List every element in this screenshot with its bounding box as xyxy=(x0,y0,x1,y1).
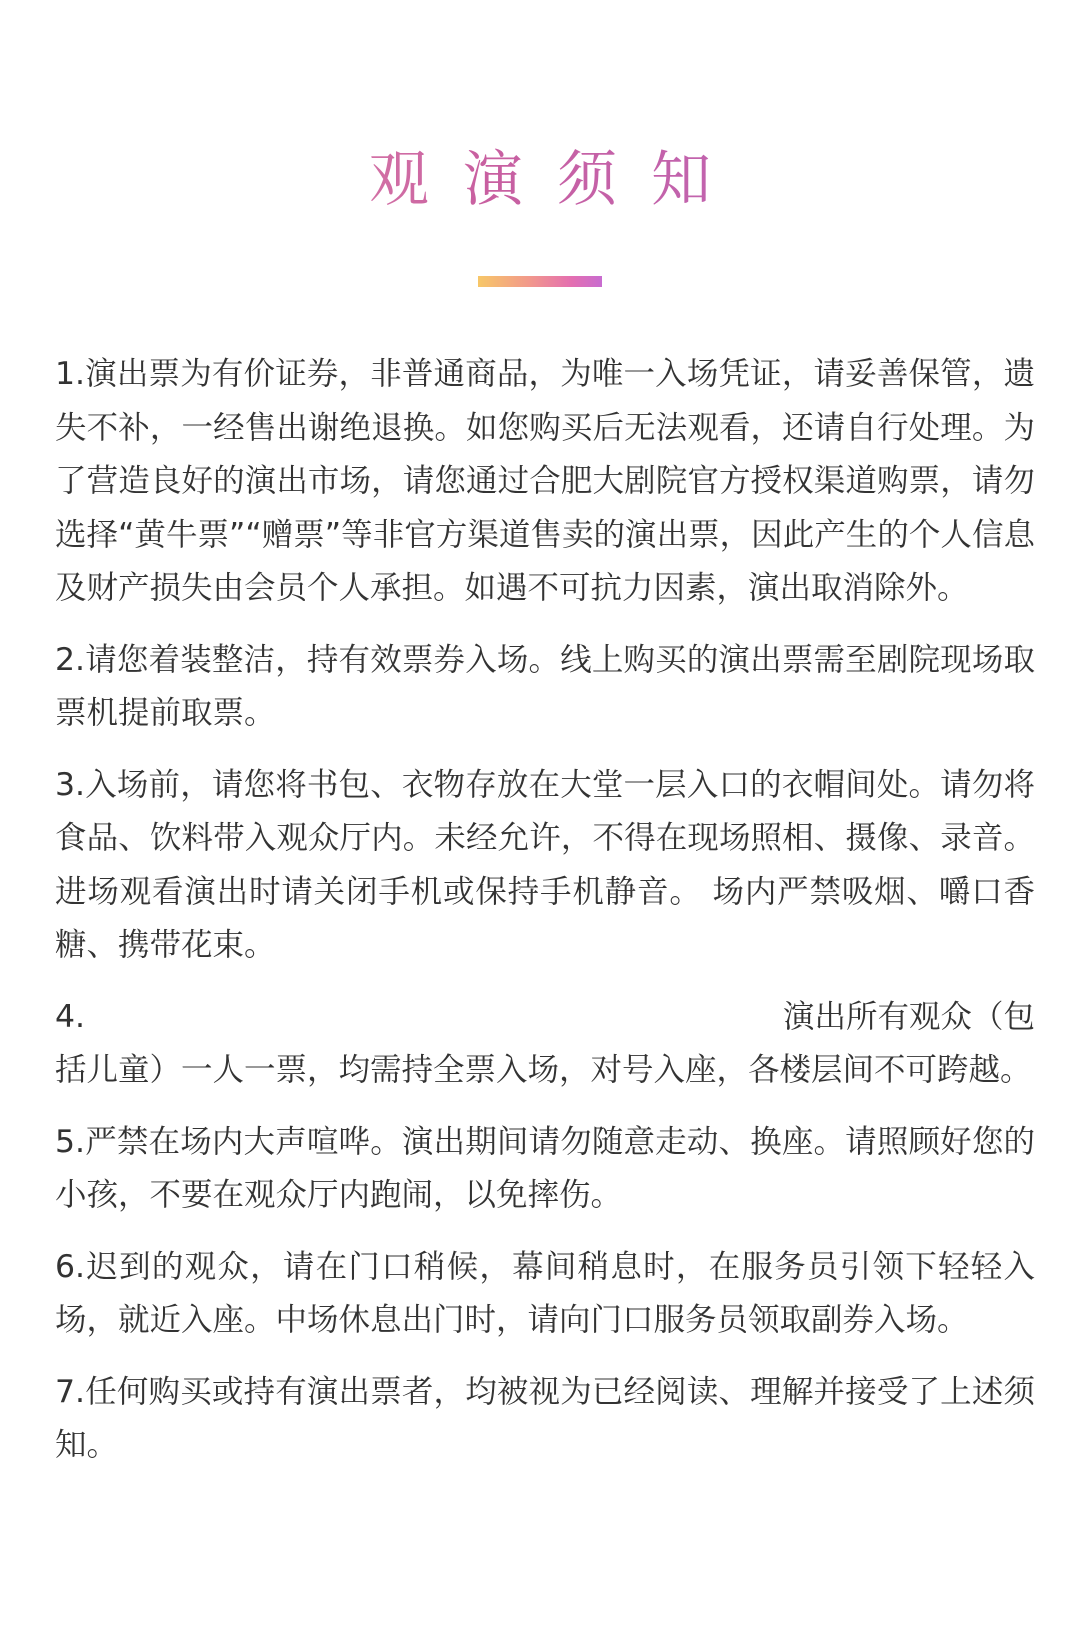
notice-item-3-number: 3. xyxy=(55,766,86,803)
page-title: 观演须知 xyxy=(0,140,1080,220)
notice-item-7 xyxy=(55,1366,1035,1473)
notice-list xyxy=(55,348,1035,1491)
notice-item-1-text: 演出票为有价证券，非普通商品，为唯一入场凭证，请妥善保管，遗失不补，一经售出谢绝退换。如您购买后无法观看，还请自行处理。为了营造良好的演出市场，请您通过合肥大剧院官方授权渠道购票，请勿选择“黄牛票”“赠票”等非官方渠道售卖的演出票，因此产生的个人信息及财产损失由会员个人承担。如遇不可抗力因素，演出取消除外。 xyxy=(55,356,1035,606)
notice-item-1-number: 1. xyxy=(55,356,86,392)
title-underline xyxy=(478,276,602,287)
notice-item-4-first-line xyxy=(55,991,1035,1045)
notice-item-4 xyxy=(55,991,1035,1098)
notice-item-6-number: 6. xyxy=(55,1248,86,1285)
notice-item-6 xyxy=(55,1241,1035,1348)
notice-item-7-text: 任何购买或持有演出票者，均被视为已经阅读、理解并接受了上述须知。 xyxy=(55,1373,1035,1463)
notice-item-5-number: 5. xyxy=(55,1123,86,1160)
notice-item-1 xyxy=(55,348,1035,616)
notice-item-3 xyxy=(55,759,1035,973)
notice-item-3-text: 入场前，请您将书包、衣物存放在大堂一层入口的衣帽间处。请勿将食品、饮料带入观众厅内。未经允许，不得在现场照相、摄像、录音。进场观看演出时请关闭手机或保持手机静音。 场内严禁吸烟、嚼口香糖、携带花束。 xyxy=(55,766,1035,963)
notice-item-6-text: 迟到的观众，请在门口稍候，幕间稍息时，在服务员引领下轻轻入场，就近入座。中场休息出门时，请向门口服务员领取副券入场。 xyxy=(55,1248,1035,1338)
notice-item-5-text: 严禁在场内大声喧哗。演出期间请勿随意走动、换座。请照顾好您的小孩，不要在观众厅内跑闹，以免摔伤。 xyxy=(55,1123,1035,1213)
notice-item-4-lead: 演出所有观众（包 xyxy=(782,998,1035,1035)
notice-item-2-number: 2. xyxy=(55,641,86,678)
notice-item-2-text: 请您着装整洁，持有效票券入场。线上购买的演出票需至剧院现场取票机提前取票。 xyxy=(55,641,1035,731)
notice-item-4-text: 括儿童）一人一票，均需持全票入场，对号入座，各楼层间不可跨越。 xyxy=(55,1052,1032,1088)
notice-item-2 xyxy=(55,634,1035,741)
notice-item-4-number: 4. xyxy=(55,998,86,1035)
notice-item-5 xyxy=(55,1116,1035,1223)
notice-item-7-number: 7. xyxy=(55,1373,86,1410)
